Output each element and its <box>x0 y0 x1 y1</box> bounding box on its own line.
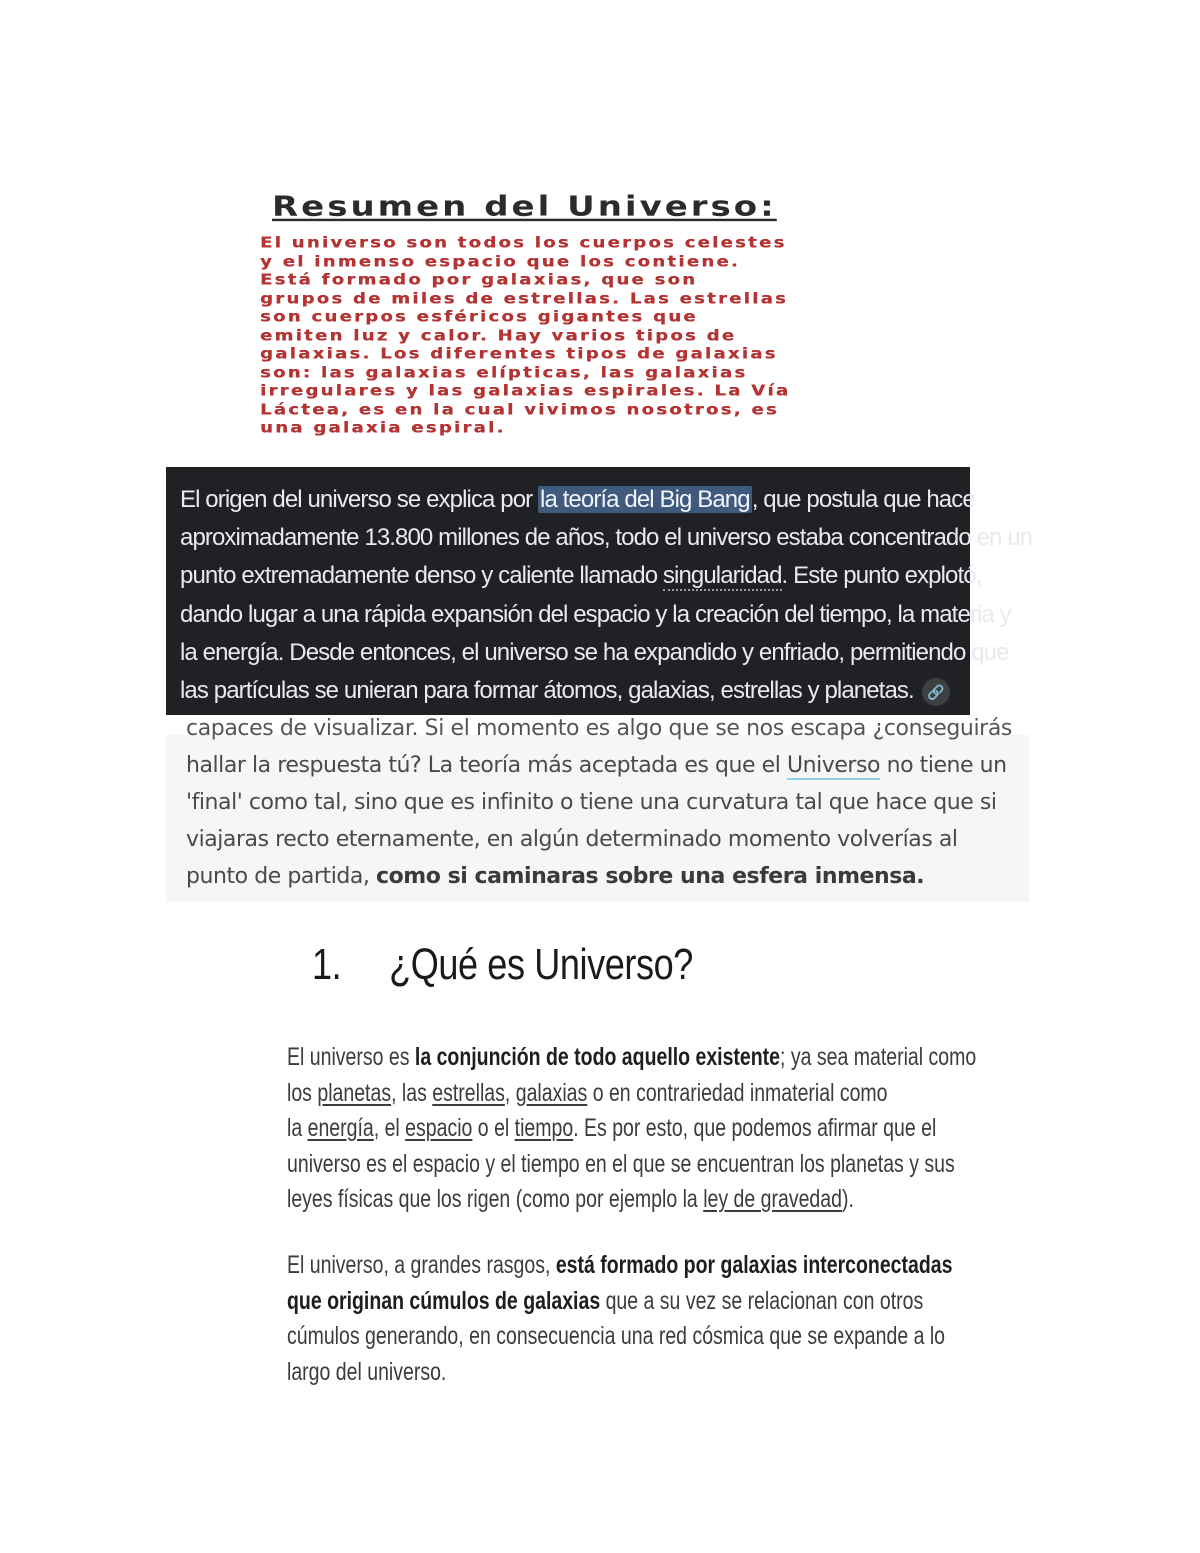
question-line <box>287 1076 888 1112</box>
question-text: El universo es <box>287 1043 415 1071</box>
infinite-snippet <box>166 716 1029 902</box>
question-line: universo es el espacio y el tiempo en el que se encuentran los planetas y sus <box>287 1149 955 1178</box>
summary-line: Láctea, es en la cual vivimos nosotros, es <box>260 400 779 419</box>
question-text: la <box>287 1114 308 1143</box>
universo-link[interactable]: Universo <box>786 753 881 778</box>
summary-line: Está formado por galaxias, que son <box>260 271 698 289</box>
question-text: que a su vez se relacionan con otros <box>600 1286 924 1315</box>
bigbang-line <box>180 557 982 595</box>
infinite-text: punto de partida, <box>186 864 376 889</box>
galaxias-link[interactable]: galaxias <box>515 1078 588 1107</box>
summary-line: son: las galaxias elípticas, las galaxias <box>260 363 748 382</box>
question-bold: está formado por galaxias interconectadas <box>555 1250 953 1279</box>
question-text: . Es por esto, que podemos afirmar que el <box>573 1114 937 1143</box>
bigbang-line: dando lugar a una rápida expansión del espacio y la creación del tiempo, la materia y <box>180 600 1011 628</box>
summary-line: irregulares y las galaxias espirales. La Vía <box>260 382 791 400</box>
bigbang-line: la energía. Desde entonces, el universo se ha expandido y enfriado, permitiendo que <box>180 638 1009 666</box>
bigbang-text: punto extremadamente denso y caliente llamado <box>180 562 663 590</box>
question-text: , el <box>373 1114 406 1143</box>
question-text: ). <box>841 1185 854 1214</box>
link-icon[interactable]: 🔗 <box>922 678 950 706</box>
paragraph-gap <box>287 1218 1047 1248</box>
question-number: 1. <box>312 940 342 989</box>
question-line <box>287 1040 977 1076</box>
summary-line: galaxias. Los diferentes tipos de galaxias <box>260 345 778 363</box>
question-text: o en contrariedad inmaterial como <box>587 1078 888 1107</box>
question-bold: la conjunción de todo aquello existente <box>414 1043 781 1071</box>
bigbang-snippet <box>166 467 1033 715</box>
summary-line: grupos de miles de estrellas. Las estrellas <box>260 289 789 308</box>
infinite-paragraph <box>186 747 1026 895</box>
question-line: largo del universo. <box>287 1357 447 1386</box>
energia-link[interactable]: energía <box>307 1114 374 1143</box>
infinite-text: hallar la respuesta tú? La teoría más aceptada es que el <box>186 753 787 778</box>
question-text: El universo, a grandes rasgos, <box>287 1250 556 1279</box>
question-body <box>287 1040 1047 1390</box>
question-text: o el <box>472 1114 515 1143</box>
question-heading <box>312 940 693 990</box>
summary-line: El universo son todos los cuerpos celestes <box>260 234 787 252</box>
summary-line: una galaxia espiral. <box>260 419 506 437</box>
tiempo-link[interactable]: tiempo <box>514 1114 574 1143</box>
bigbang-line: aproximadamente 13.800 millones de años, todo el universo estaba concentrado en un <box>180 524 1033 552</box>
planetas-link[interactable]: planetas <box>317 1078 392 1107</box>
infinite-line: viajaras recto eternamente, en algún determinado momento volverías al <box>186 827 958 852</box>
bigbang-highlight: la teoría del Big Bang <box>540 486 750 513</box>
question-line: cúmulos generando, en consecuencia una red cósmica que se expande a lo <box>287 1322 946 1351</box>
question-text: , <box>504 1078 516 1107</box>
infinite-line: 'final' como tal, sino que es infinito o tiene una curvatura tal que hace que si <box>186 790 997 815</box>
question-text: , las <box>391 1078 433 1107</box>
infinite-bold: como si caminaras sobre una esfera inmensa. <box>376 864 925 889</box>
bigbang-text: El origen del universo se explica por <box>180 486 539 513</box>
estrellas-link[interactable]: estrellas <box>432 1078 505 1107</box>
summary-paragraph <box>260 236 960 440</box>
question-line <box>287 1182 880 1218</box>
cropped-line: capaces de visualizar. Si el momento es algo que se nos escapa ¿conseguirás <box>186 716 1012 741</box>
summary-line: son cuerpos esféricos gigantes que <box>260 308 698 326</box>
bigbang-line <box>180 672 958 710</box>
espacio-link[interactable]: espacio <box>405 1114 473 1143</box>
question-title: ¿Qué es Universo? <box>389 940 693 989</box>
summary-title: Resumen del Universo: <box>272 190 777 223</box>
singularidad-term[interactable]: singularidad <box>662 562 782 590</box>
infinite-line <box>186 747 1026 784</box>
infinite-text: no tiene un <box>880 753 1007 778</box>
bigbang-text: las partículas se unieran para formar átomos, galaxias, estrellas y planetas. <box>180 677 914 705</box>
bigbang-line <box>180 481 975 519</box>
question-line <box>287 1111 937 1147</box>
question-text: ; ya sea material como <box>780 1043 977 1071</box>
summary-line: emiten luz y calor. Hay varios tipos de <box>260 326 737 345</box>
question-text: los <box>287 1078 318 1107</box>
bigbang-text: , que postula que hace <box>751 486 975 513</box>
question-text: leyes físicas que los rigen (como por ejemplo la <box>287 1185 704 1214</box>
summary-line: y el inmenso espacio que los contiene. <box>260 252 740 271</box>
question-bold: que originan cúmulos de galaxias <box>287 1286 601 1315</box>
ley-de-gravedad-link[interactable]: ley de gravedad <box>703 1185 842 1214</box>
question-line <box>287 1248 953 1284</box>
question-line <box>287 1284 924 1320</box>
bigbang-text: . Este punto explotó, <box>781 562 982 590</box>
infinite-line <box>186 858 1026 895</box>
